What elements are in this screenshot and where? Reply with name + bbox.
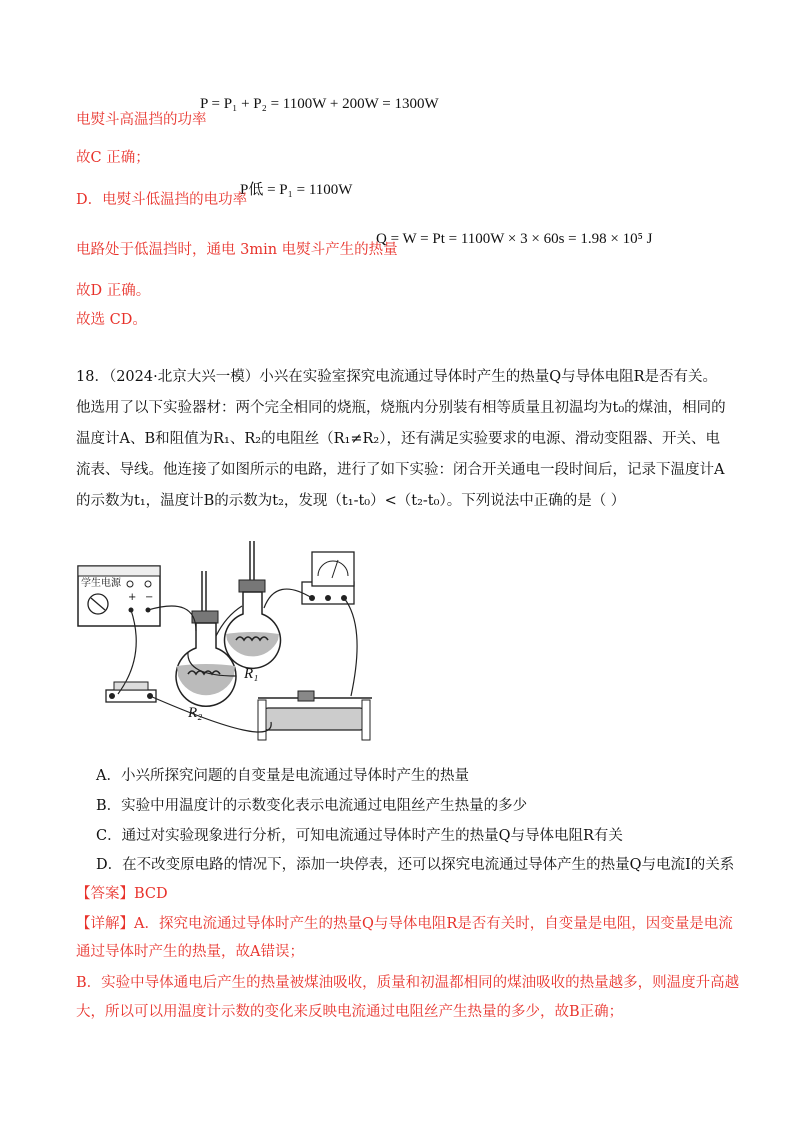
heat-label: 电路处于低温挡时，通电 3min 电熨斗产生的热量 (76, 242, 398, 258)
circuit-diagram (76, 536, 466, 766)
option-b: B．实验中用温度计的示数变化表示电流通过电阻丝产生热量的多少 (96, 798, 528, 814)
option-a: A．小兴所探究问题的自变量是电流通过导体时产生的热量 (96, 768, 469, 784)
conclusion-c: 故C 正确； (76, 150, 150, 166)
low-power-label: D．电熨斗低温挡的电功率 (76, 192, 248, 208)
question-18 (76, 362, 726, 517)
answer-label: 【答案】BCD (76, 886, 168, 902)
conclusion-d: 故D 正确。 (76, 283, 151, 299)
detail-b-line1: B．实验中导体通电后产生的热量被煤油吸收，质量和初温都相同的煤油吸收的热量越多，则温度升高越 (76, 975, 740, 991)
formula-high-power: P = P₁ + P₂ = 1100W + 200W = 1300W (200, 96, 439, 112)
power-label: 学生电源 (81, 578, 121, 589)
detail-b-line2: 大，所以可以用温度计示数的变化来反映电流通过电阻丝产生热量的多少，故B正确； (76, 1004, 624, 1020)
question-text: 小兴在实验室探究电流通过导体时产生的热量Q与导体电阻R是否有关。他选用了以下实验器材：两个完全相同的烧瓶，烧瓶内分别装有相等质量且初温均为t₀的煤油，相同的温度计A、B和阻值为R₁、R₂的电阻丝（R₁≠R₂），还有满足实验要求的电源、滑动变阻器、开关、电流表、导线。他连接了如图所示的电路，进行了如下实验：闭合开关通电一段时间后，记录下温度计A的示数为t₁，温度计B的示数为t₂，发现（t₁-t₀）<（t₂-t₀）。下列说法中正确的是（ ） (76, 369, 726, 509)
power-supply (78, 566, 160, 626)
formula-low-power: P低 = P₁ = 1100W (240, 182, 353, 198)
flask-r1 (225, 541, 281, 682)
question-number: 18．（2024·北京大兴一模） (76, 369, 260, 385)
switch (106, 682, 156, 702)
option-d: D．在不改变原电路的情况下，添加一块停表，还可以探究电流通过导体产生的热量Q与电流I的关系 (96, 857, 735, 873)
high-power-label: 电熨斗高温挡的功率 (76, 112, 207, 128)
choose-cd: 故选 CD。 (76, 312, 147, 328)
minus-sign: − (145, 592, 154, 603)
option-c: C．通过对实验现象进行分析，可知电流通过导体时产生的热量Q与导体电阻R有关 (96, 828, 623, 844)
formula-heat: Q = W = Pt = 1100W × 3 × 60s = 1.98 × 10⁵ J (376, 231, 653, 247)
detail-a-line1: 【详解】A．探究电流通过导体时产生的热量Q与导体电阻R是否有关时，自变量是电阻，因变量是电流 (76, 916, 733, 932)
r2-label: R₂ (188, 705, 203, 721)
plus-sign: + (128, 592, 137, 603)
rheostat (258, 691, 372, 740)
detail-a-line2: 通过导体时产生的热量，故A错误； (76, 944, 304, 960)
r1-label: R₁ (244, 666, 259, 682)
